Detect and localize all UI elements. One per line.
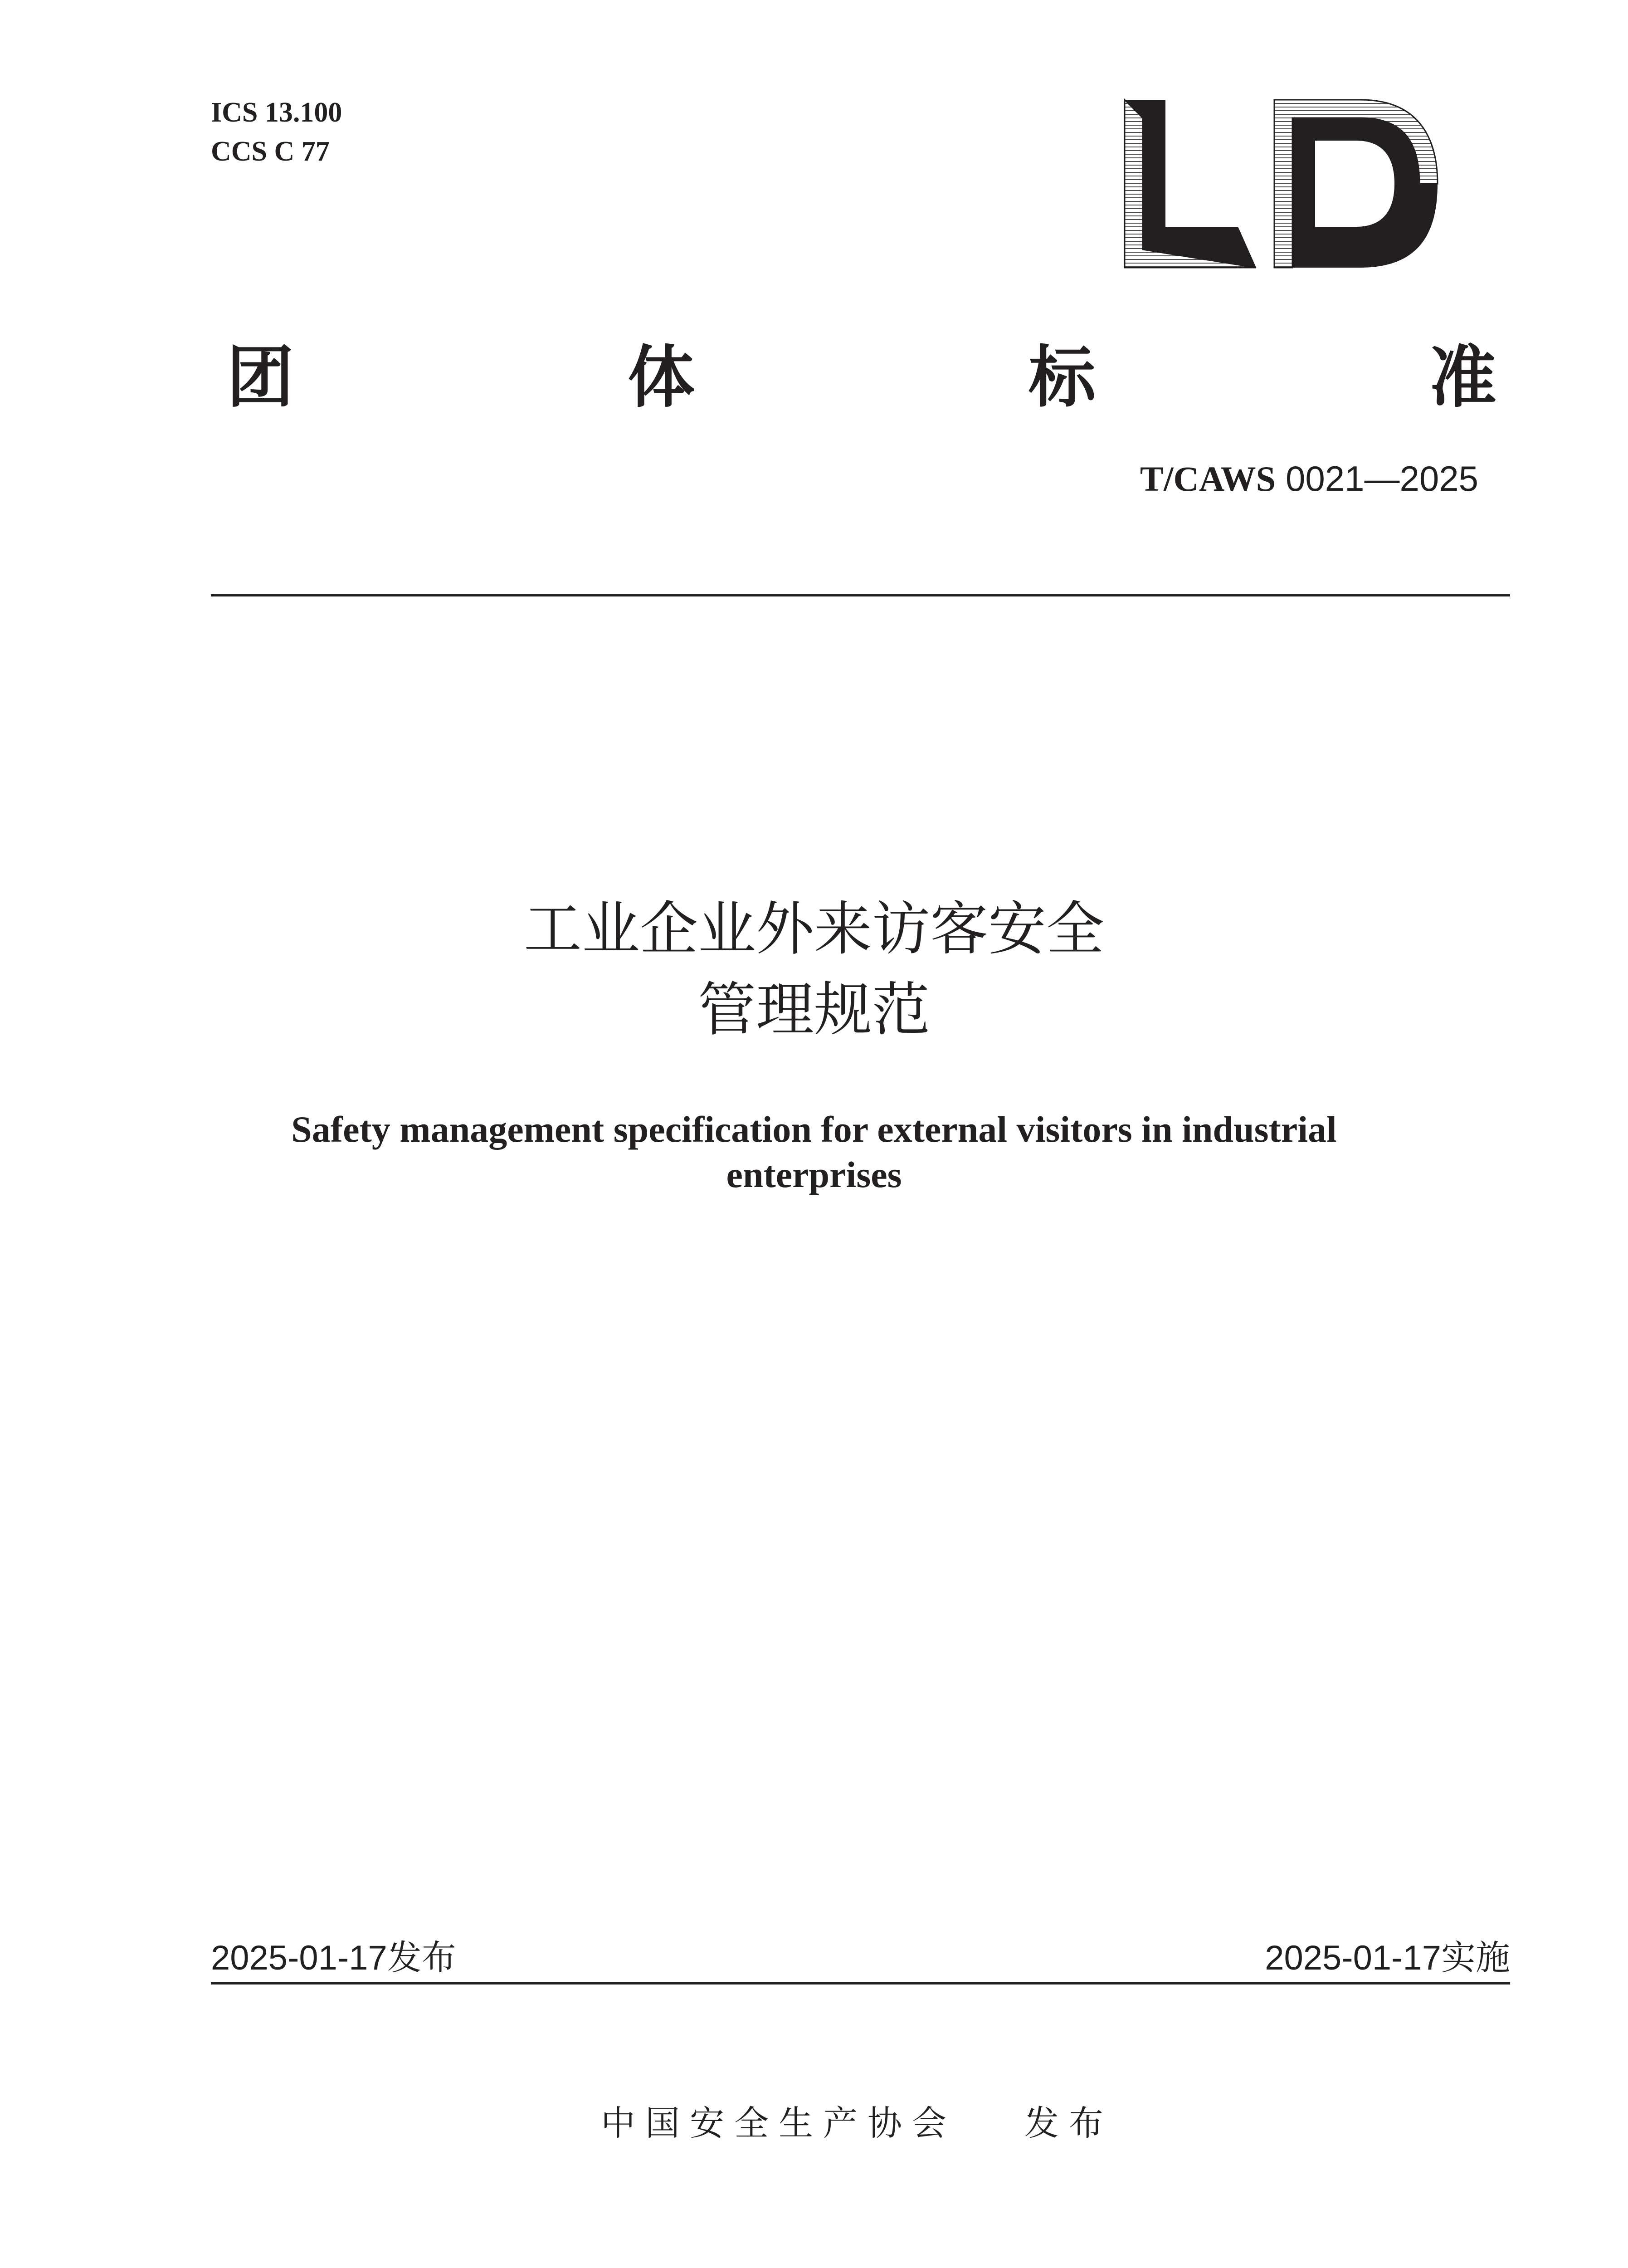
heading-char: 标 (1028, 338, 1096, 416)
issue-date-value: 2025-01-17 (211, 1939, 387, 1977)
ld-logo (1106, 91, 1451, 277)
issue-date-label: 发布 (387, 1937, 456, 1978)
publisher (601, 2096, 1113, 2145)
english-title-line: Safety management specification for external visitors in industrial (291, 1109, 1337, 1150)
publisher-name: 中国安全生产协会 (601, 2103, 956, 2143)
ccs-code: CCS C 77 (211, 136, 330, 167)
ics-code: ICS 13.100 (211, 97, 342, 128)
classification-codes (211, 93, 342, 171)
issue-date (211, 1930, 456, 1980)
heading-char: 准 (1429, 338, 1496, 416)
english-title (0, 1107, 1628, 1198)
standard-type-heading (227, 327, 1496, 417)
implementation-date-label: 实施 (1441, 1937, 1510, 1978)
document-number-value: 0021—2025 (1285, 459, 1478, 499)
chinese-title (0, 889, 1628, 1051)
heading-char: 团 (227, 338, 294, 416)
english-title-line: enterprises (726, 1154, 902, 1195)
implementation-date-value: 2025-01-17 (1265, 1939, 1441, 1977)
heading-char: 体 (628, 338, 695, 416)
document-number (1140, 458, 1478, 499)
document-number-prefix: T/CAWS (1140, 459, 1276, 499)
chinese-title-line: 管理规范 (697, 976, 930, 1044)
chinese-title-line: 工业企业外来访客安全 (523, 895, 1104, 963)
implementation-date (1265, 1930, 1510, 1980)
top-divider (211, 594, 1510, 596)
bottom-divider (211, 1982, 1510, 1984)
publisher-action: 发布 (1024, 2103, 1113, 2143)
